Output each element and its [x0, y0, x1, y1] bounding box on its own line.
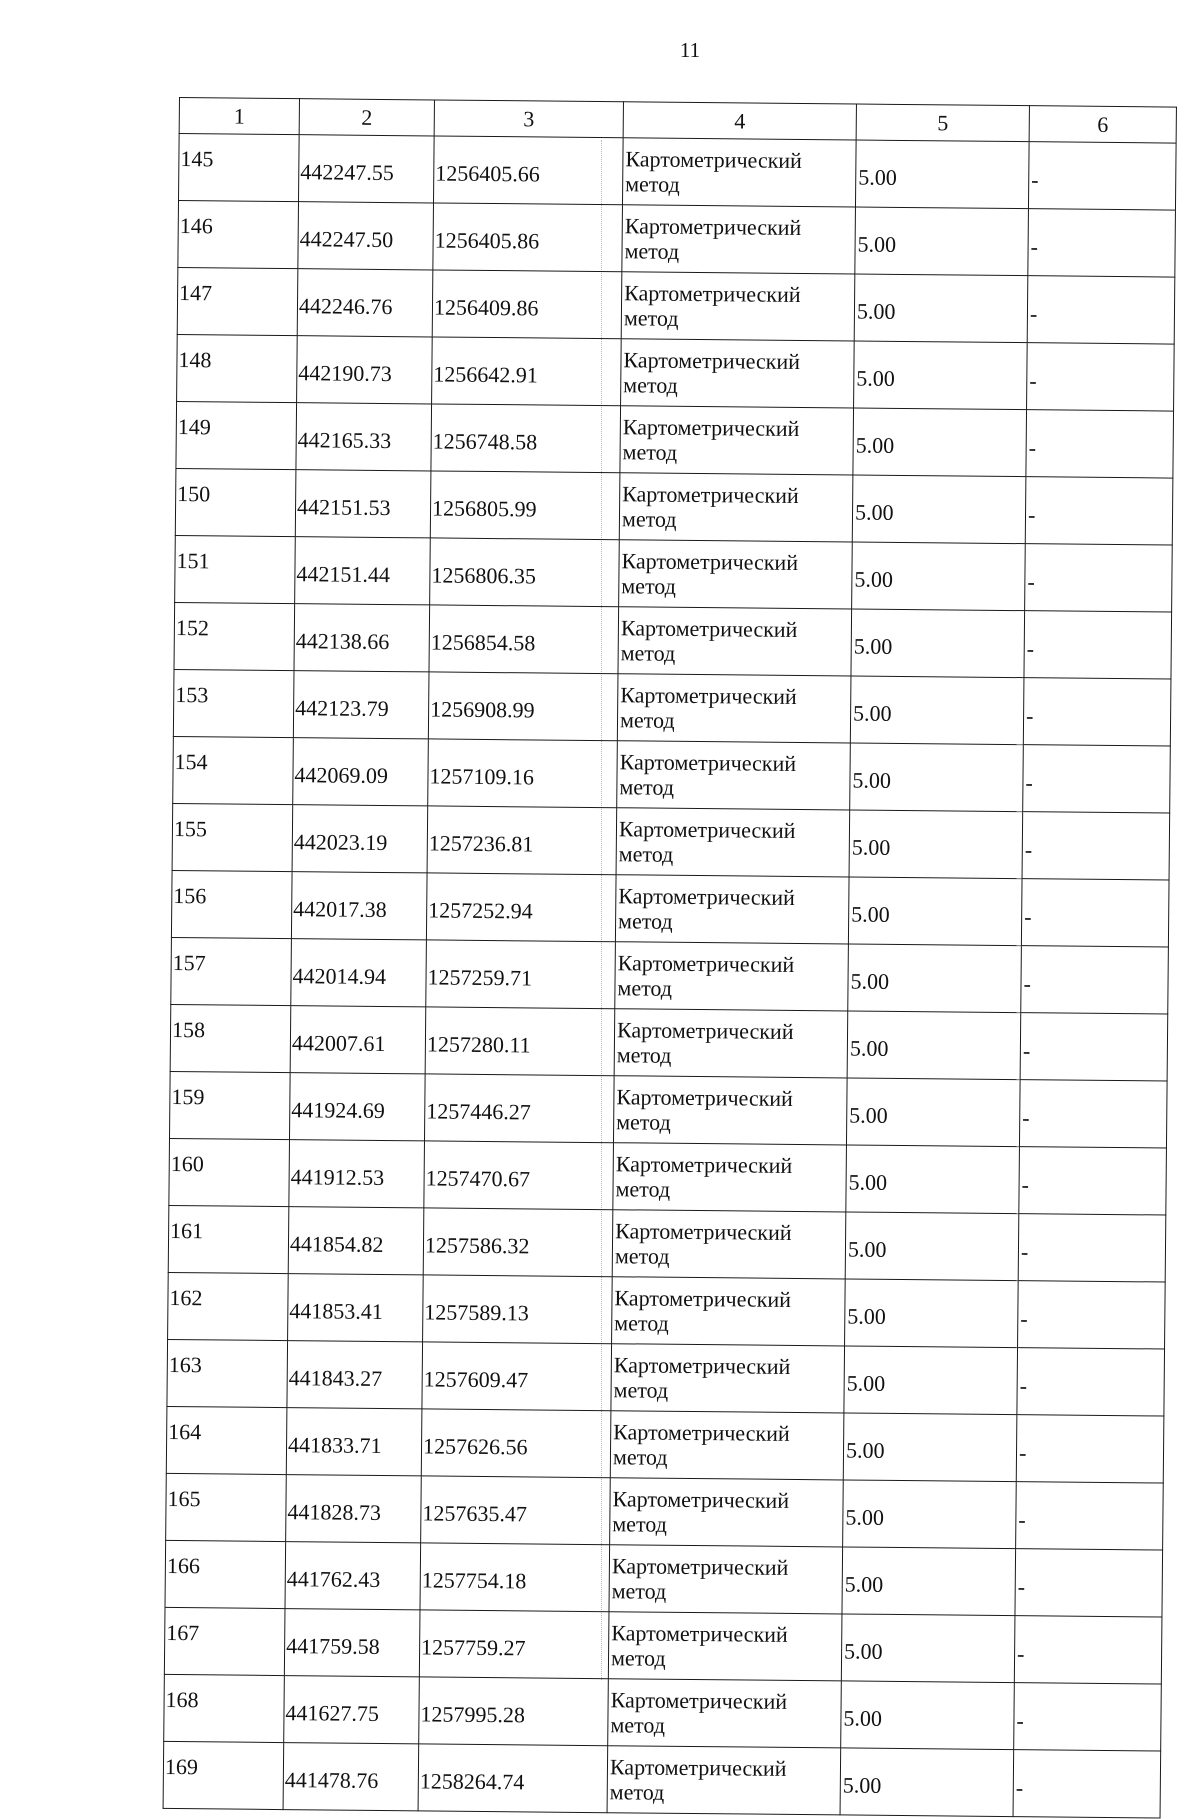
x-coordinate-cell: 442138.66 [294, 604, 430, 672]
table-row [171, 937, 1169, 1014]
y-coordinate-cell: 1257252.94 [426, 873, 616, 942]
method-cell [610, 1478, 844, 1547]
method-cell [607, 1746, 841, 1815]
method-line-1: Картометрический [611, 1553, 789, 1580]
table-row [166, 1473, 1164, 1550]
method-line-1: Картометрический [617, 950, 795, 977]
note-cell: - [1019, 1147, 1167, 1215]
method-cell [616, 808, 850, 877]
y-coordinate-cell: 1257586.32 [423, 1208, 613, 1277]
table-row [177, 267, 1175, 344]
method-line-2: метод [621, 506, 677, 532]
method-cell [622, 205, 856, 274]
method-cell [610, 1411, 844, 1480]
method-line-1: Картометрический [620, 682, 797, 709]
table-row [168, 1272, 1166, 1349]
y-coordinate-cell: 1257280.11 [425, 1007, 615, 1076]
x-coordinate-cell: 442151.44 [295, 537, 431, 605]
method-line-2: метод [614, 1310, 669, 1336]
y-coordinate-cell: 1257995.28 [419, 1677, 609, 1746]
method-line-2: метод [618, 841, 674, 867]
point-number-cell: 149 [176, 401, 297, 469]
method-line-2: метод [623, 305, 679, 331]
accuracy-cell: 5.00 [854, 274, 1028, 343]
point-number-cell: 160 [169, 1138, 290, 1206]
y-coordinate-cell: 1257759.27 [419, 1610, 609, 1679]
point-number-cell: 162 [168, 1272, 289, 1340]
method-line-1: Картометрический [616, 1017, 794, 1044]
y-coordinate-cell: 1256805.99 [430, 471, 620, 540]
column-header-4: 4 [623, 102, 856, 140]
method-cell [609, 1545, 843, 1614]
x-coordinate-cell: 441828.73 [286, 1475, 422, 1543]
method-cell [615, 875, 849, 944]
method-line-1: Картометрический [621, 548, 799, 575]
point-number-cell: 158 [170, 1004, 291, 1072]
table-row [170, 1071, 1168, 1148]
note-cell: - [1019, 1080, 1167, 1148]
y-coordinate-cell: 1257259.71 [426, 940, 616, 1009]
accuracy-cell: 5.00 [852, 542, 1026, 611]
x-coordinate-cell: 441478.76 [283, 1743, 419, 1811]
y-coordinate-cell: 1257470.67 [424, 1141, 614, 1210]
table-row [167, 1339, 1165, 1416]
x-coordinate-cell: 442069.09 [293, 738, 429, 806]
note-cell: - [1027, 343, 1175, 411]
table-row [179, 134, 1177, 211]
table-row [164, 1674, 1162, 1751]
accuracy-cell: 5.00 [855, 140, 1029, 209]
method-cell [617, 741, 851, 810]
y-coordinate-cell: 1256854.58 [429, 605, 619, 674]
method-line-2: метод [615, 1176, 671, 1202]
point-number-cell: 152 [174, 602, 295, 670]
note-cell: - [1024, 611, 1172, 679]
note-cell: - [1014, 1683, 1162, 1751]
method-cell [608, 1679, 842, 1748]
method-line-2: метод [619, 774, 675, 800]
method-line-2: метод [622, 439, 678, 465]
table-row [172, 803, 1170, 880]
accuracy-cell: 5.00 [845, 1212, 1019, 1281]
method-line-2: метод [617, 908, 673, 934]
accuracy-cell: 5.00 [840, 1748, 1014, 1817]
y-coordinate-cell: 1256642.91 [432, 337, 622, 406]
table-row [173, 669, 1171, 746]
note-cell: - [1017, 1348, 1165, 1416]
table-row [166, 1406, 1164, 1483]
method-cell [612, 1210, 846, 1279]
method-line-2: метод [611, 1578, 667, 1604]
accuracy-cell: 5.00 [842, 1547, 1016, 1616]
x-coordinate-cell: 442246.76 [297, 269, 433, 337]
column-header-1: 1 [179, 98, 299, 135]
method-line-1: Картометрический [624, 213, 802, 240]
note-cell: - [1021, 879, 1169, 947]
accuracy-cell: 5.00 [843, 1413, 1017, 1482]
method-line-2: метод [616, 1109, 671, 1135]
method-line-2: метод [617, 975, 673, 1001]
method-line-1: Картометрический [613, 1352, 791, 1379]
x-coordinate-cell: 441843.27 [287, 1341, 423, 1409]
table-row [173, 736, 1171, 813]
method-cell [611, 1344, 845, 1413]
y-coordinate-cell: 1257589.13 [423, 1275, 613, 1344]
coordinates-table-sheet [163, 97, 1176, 1818]
x-coordinate-cell: 442123.79 [293, 671, 429, 739]
column-header-3: 3 [434, 100, 623, 138]
x-coordinate-cell: 441924.69 [289, 1073, 425, 1141]
x-coordinate-cell: 441854.82 [288, 1207, 424, 1275]
point-number-cell: 168 [164, 1674, 285, 1742]
method-cell [621, 339, 855, 408]
method-line-2: метод [624, 238, 680, 264]
y-coordinate-cell: 1256748.58 [431, 404, 621, 473]
y-coordinate-cell: 1257446.27 [424, 1074, 614, 1143]
method-line-2: метод [612, 1444, 668, 1470]
method-line-2: метод [620, 640, 676, 666]
point-number-cell: 154 [173, 736, 294, 804]
note-cell: - [1018, 1281, 1166, 1349]
method-line-1: Картометрический [625, 146, 803, 173]
accuracy-cell: 5.00 [848, 944, 1022, 1013]
y-coordinate-cell: 1257754.18 [420, 1543, 610, 1612]
method-line-1: Картометрический [612, 1486, 790, 1513]
method-cell [619, 540, 853, 609]
method-line-1: Картометрический [616, 1084, 794, 1111]
x-coordinate-cell: 442151.53 [295, 470, 431, 538]
y-coordinate-cell: 1258264.74 [418, 1744, 608, 1813]
column-header-6: 6 [1029, 106, 1176, 143]
point-number-cell: 146 [178, 201, 299, 269]
note-cell: - [1021, 946, 1169, 1014]
table-row [178, 201, 1176, 278]
method-line-1: Картометрический [624, 280, 801, 307]
note-cell: - [1014, 1616, 1162, 1684]
note-cell: - [1025, 544, 1173, 612]
method-cell [614, 1009, 848, 1078]
method-cell [613, 1143, 847, 1212]
method-line-1: Картометрический [610, 1687, 788, 1714]
accuracy-cell: 5.00 [848, 877, 1022, 946]
accuracy-cell: 5.00 [846, 1145, 1020, 1214]
table-row [165, 1540, 1163, 1617]
method-cell [615, 942, 849, 1011]
method-cell [612, 1277, 846, 1346]
point-number-cell: 151 [175, 535, 296, 603]
y-coordinate-cell: 1256405.86 [433, 203, 623, 272]
method-cell [617, 674, 851, 743]
point-number-cell: 150 [175, 468, 296, 536]
table-row [176, 401, 1174, 478]
point-number-cell: 157 [171, 937, 292, 1005]
method-line-2: метод [623, 372, 678, 398]
x-coordinate-cell: 442190.73 [297, 336, 433, 404]
y-coordinate-cell: 1256405.66 [433, 136, 623, 205]
accuracy-cell: 5.00 [844, 1346, 1018, 1415]
method-line-1: Картометрический [620, 615, 798, 642]
table-row [169, 1138, 1167, 1215]
method-cell [613, 1076, 847, 1145]
x-coordinate-cell: 441627.75 [284, 1676, 420, 1744]
method-line-1: Картометрический [623, 347, 801, 374]
method-line-1: Картометрический [615, 1218, 792, 1245]
accuracy-cell: 5.00 [841, 1681, 1015, 1750]
point-number-cell: 148 [177, 334, 298, 402]
accuracy-cell: 5.00 [849, 810, 1023, 879]
x-coordinate-cell: 442007.61 [290, 1006, 426, 1074]
note-cell: - [1015, 1549, 1163, 1617]
y-coordinate-cell: 1257109.16 [428, 739, 618, 808]
x-coordinate-cell: 442247.55 [299, 135, 435, 203]
table-row [171, 870, 1169, 947]
accuracy-cell: 5.00 [846, 1078, 1020, 1147]
method-line-1: Картометрический [609, 1754, 787, 1781]
x-coordinate-cell: 442023.19 [292, 805, 428, 873]
method-line-1: Картометрический [614, 1285, 792, 1312]
accuracy-cell: 5.00 [845, 1279, 1019, 1348]
y-coordinate-cell: 1256409.86 [432, 270, 622, 339]
point-number-cell: 161 [168, 1205, 289, 1273]
x-coordinate-cell: 441762.43 [285, 1542, 421, 1610]
accuracy-cell: 5.00 [855, 207, 1029, 276]
note-cell: - [1025, 477, 1173, 545]
coordinates-table [163, 97, 1177, 1819]
y-coordinate-cell: 1257236.81 [427, 806, 617, 875]
method-line-2: метод [610, 1712, 666, 1738]
note-cell: - [1016, 1415, 1164, 1483]
method-line-2: метод [610, 1645, 666, 1671]
y-coordinate-cell: 1257635.47 [421, 1476, 611, 1545]
x-coordinate-cell: 441759.58 [284, 1609, 420, 1677]
point-number-cell: 165 [166, 1473, 287, 1541]
table-row [174, 602, 1172, 679]
method-line-1: Картометрический [618, 816, 796, 843]
method-line-2: метод [609, 1779, 665, 1805]
page-number: 11 [679, 38, 701, 62]
note-cell: - [1023, 678, 1171, 746]
point-number-cell: 167 [164, 1607, 285, 1675]
point-number-cell: 153 [173, 669, 294, 737]
method-line-2: метод [619, 707, 675, 733]
y-coordinate-cell: 1257626.56 [421, 1409, 611, 1478]
y-coordinate-cell: 1256806.35 [430, 538, 620, 607]
method-line-2: метод [616, 1042, 672, 1068]
x-coordinate-cell: 441912.53 [289, 1140, 425, 1208]
accuracy-cell: 5.00 [843, 1480, 1017, 1549]
table-row [175, 535, 1173, 612]
point-number-cell: 155 [172, 803, 293, 871]
note-cell: - [1023, 745, 1171, 813]
method-line-2: метод [612, 1511, 668, 1537]
point-number-cell: 147 [177, 267, 298, 335]
method-line-1: Картометрический [615, 1151, 793, 1178]
accuracy-cell: 5.00 [852, 475, 1026, 544]
method-cell [618, 607, 852, 676]
note-cell: - [1027, 276, 1175, 344]
method-line-2: метод [621, 573, 677, 599]
point-number-cell: 164 [166, 1406, 287, 1474]
table-row [170, 1004, 1168, 1081]
table-body [163, 134, 1176, 1818]
point-number-cell: 159 [170, 1071, 291, 1139]
x-coordinate-cell: 442017.38 [291, 872, 427, 940]
method-cell [608, 1612, 842, 1681]
table-row [175, 468, 1173, 545]
note-cell: - [1018, 1214, 1166, 1282]
table-row [168, 1205, 1166, 1282]
accuracy-cell: 5.00 [850, 676, 1024, 745]
point-number-cell: 163 [167, 1339, 288, 1407]
accuracy-cell: 5.00 [841, 1614, 1015, 1683]
note-cell: - [1016, 1482, 1164, 1550]
column-header-2: 2 [299, 99, 434, 136]
method-line-1: Картометрический [618, 883, 795, 910]
x-coordinate-cell: 442165.33 [296, 403, 432, 471]
method-line-2: метод [614, 1243, 670, 1269]
note-cell: - [1026, 410, 1174, 478]
note-cell: - [1028, 209, 1176, 277]
x-coordinate-cell: 442247.50 [298, 202, 434, 270]
table-row [164, 1607, 1162, 1684]
method-cell [620, 406, 854, 475]
method-line-1: Картометрический [611, 1620, 788, 1647]
accuracy-cell: 5.00 [847, 1011, 1021, 1080]
x-coordinate-cell: 441833.71 [286, 1408, 422, 1476]
x-coordinate-cell: 441853.41 [288, 1274, 424, 1342]
method-line-2: метод [613, 1377, 669, 1403]
point-number-cell: 156 [171, 870, 292, 938]
accuracy-cell: 5.00 [851, 609, 1025, 678]
note-cell: - [1028, 142, 1176, 210]
y-coordinate-cell: 1256908.99 [428, 672, 618, 741]
table-row [163, 1741, 1161, 1818]
method-line-2: метод [625, 171, 680, 197]
note-cell: - [1022, 812, 1170, 880]
table-row [177, 334, 1175, 411]
accuracy-cell: 5.00 [850, 743, 1024, 812]
method-line-1: Картометрический [613, 1419, 790, 1446]
y-coordinate-cell: 1257609.47 [422, 1342, 612, 1411]
point-number-cell: 145 [179, 134, 300, 202]
point-number-cell: 169 [163, 1741, 284, 1809]
method-line-1: Картометрический [619, 749, 797, 776]
note-cell: - [1020, 1013, 1168, 1081]
accuracy-cell: 5.00 [853, 408, 1027, 477]
method-cell [619, 473, 853, 542]
method-cell [621, 272, 855, 341]
method-line-1: Картометрический [622, 414, 800, 441]
method-cell [622, 138, 856, 207]
x-coordinate-cell: 442014.94 [291, 939, 427, 1007]
column-header-5: 5 [856, 104, 1029, 142]
method-line-1: Картометрический [622, 481, 799, 508]
note-cell: - [1013, 1750, 1161, 1818]
accuracy-cell: 5.00 [854, 341, 1028, 410]
point-number-cell: 166 [165, 1540, 286, 1608]
